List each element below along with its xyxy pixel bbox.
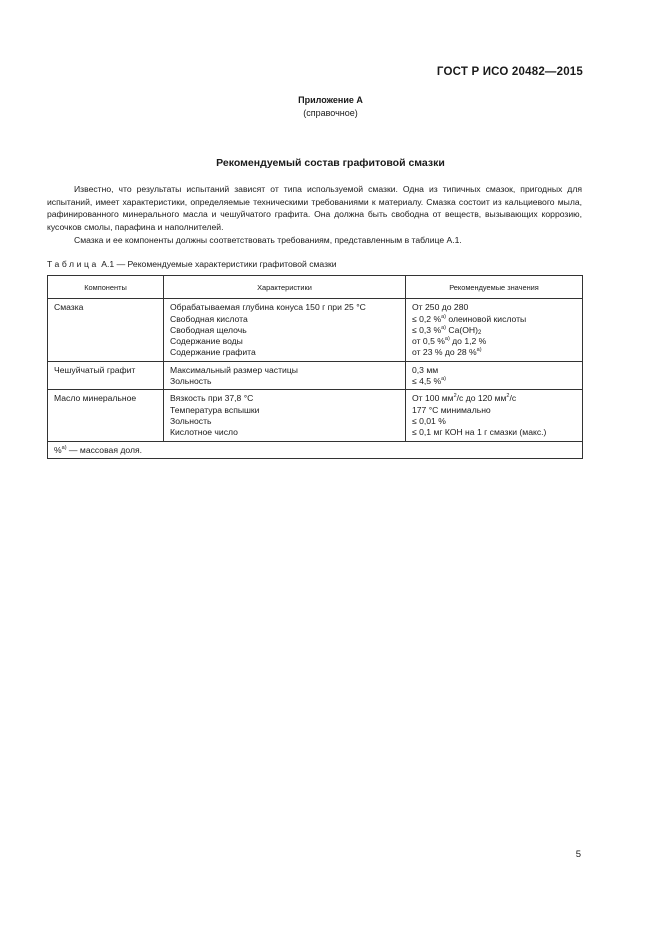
value: От 100 $мм^2/с$ до 120 $мм^2/с$ xyxy=(412,393,517,404)
component-cell: Чешуйчатый графит xyxy=(48,361,164,390)
values-cell xyxy=(406,299,583,361)
values-cell xyxy=(406,390,583,441)
characteristic: Вязкость при 37,8 °С xyxy=(170,393,254,404)
annex-subtitle: (справочное) xyxy=(303,108,358,118)
component-cell: Масло минеральное xyxy=(48,390,164,441)
characteristic: Кислотное число xyxy=(170,427,238,438)
table-header-row xyxy=(48,276,583,299)
value: 177 °С минимально xyxy=(412,404,491,415)
header-characteristics: Характеристики xyxy=(164,276,406,299)
paragraph-requirements-text: Смазка и ее компоненты должны соответствовать требованиям, представленным в таблице А.1. xyxy=(74,235,462,245)
characteristic: Максимальный размер частицы xyxy=(170,364,298,375)
composition-table xyxy=(47,275,583,459)
paragraph-intro-text: Известно, что результаты испытаний зависят от типа используемой смазки. Одна из типичных смазок, пригодных для испытаний, имеет характеристики, определяемые техническими требованиями к материалу. Смазка состоит из кальциевого мыла, рафинированного минерального масла и чешуйчатого графита. Она должна быть свободна от веществ, вызывающих коррозию, кусочков смолы, парафина и наполнителей. xyxy=(47,184,582,232)
paragraph-requirements xyxy=(47,234,582,247)
characteristic: Свободная щелочь xyxy=(170,324,247,335)
annex-title: Приложение А xyxy=(298,95,363,105)
value: 0,3 мм xyxy=(412,364,439,375)
value: ≤ 0,01 % xyxy=(412,415,446,426)
value: ≤ 0,1 мг КОН на 1 г смазки (макс.) xyxy=(412,427,547,438)
value: ≤ 4,5 %$^{а)}$ xyxy=(412,376,446,387)
characteristics-cell xyxy=(164,299,406,361)
value: ≤ 0,3 %$^{а)}$ $Ca(OH)_2$ xyxy=(412,324,482,336)
section-title: Рекомендуемый состав графитовой смазки xyxy=(216,157,445,169)
table-footnote: %$^{а)}$ — массовая доля. xyxy=(48,441,583,458)
annex-heading xyxy=(0,94,661,120)
characteristic: Зольность xyxy=(170,415,212,426)
page-number: 5 xyxy=(575,849,581,860)
table-caption-text: А.1 — Рекомендуемые характеристики графитовой смазки xyxy=(98,259,337,269)
value: ≤ 0,2 %$^{а)}$ олеиновой кислоты xyxy=(412,313,527,324)
table-footnote-row xyxy=(48,441,583,458)
characteristic: Свободная кислота xyxy=(170,313,248,324)
table-caption xyxy=(47,259,337,269)
header-values: Рекомендуемые значения xyxy=(406,276,583,299)
characteristic: Зольность xyxy=(170,376,212,387)
standard-header: ГОСТ Р ИСО 20482—2015 xyxy=(436,66,583,78)
value: от 23 % до 28 %$^{а)}$ xyxy=(412,347,482,358)
table-row xyxy=(48,390,583,441)
value: от 0,5 %$^{а)}$ до 1,2 % xyxy=(412,336,487,347)
characteristic: Обрабатываемая глубина конуса 150 г при 25 °С xyxy=(170,302,366,313)
characteristic: Содержание графита xyxy=(170,347,256,358)
paragraph-intro xyxy=(47,183,582,233)
table-caption-prefix: Таблица xyxy=(47,259,99,269)
characteristics-cell xyxy=(164,390,406,441)
table-row xyxy=(48,299,583,361)
characteristic: Содержание воды xyxy=(170,336,243,347)
characteristic: Температура вспышки xyxy=(170,404,260,415)
characteristics-cell xyxy=(164,361,406,390)
table-row xyxy=(48,361,583,390)
header-components: Компоненты xyxy=(48,276,164,299)
values-cell xyxy=(406,361,583,390)
component-cell: Смазка xyxy=(48,299,164,361)
value: От 250 до 280 xyxy=(412,302,469,313)
